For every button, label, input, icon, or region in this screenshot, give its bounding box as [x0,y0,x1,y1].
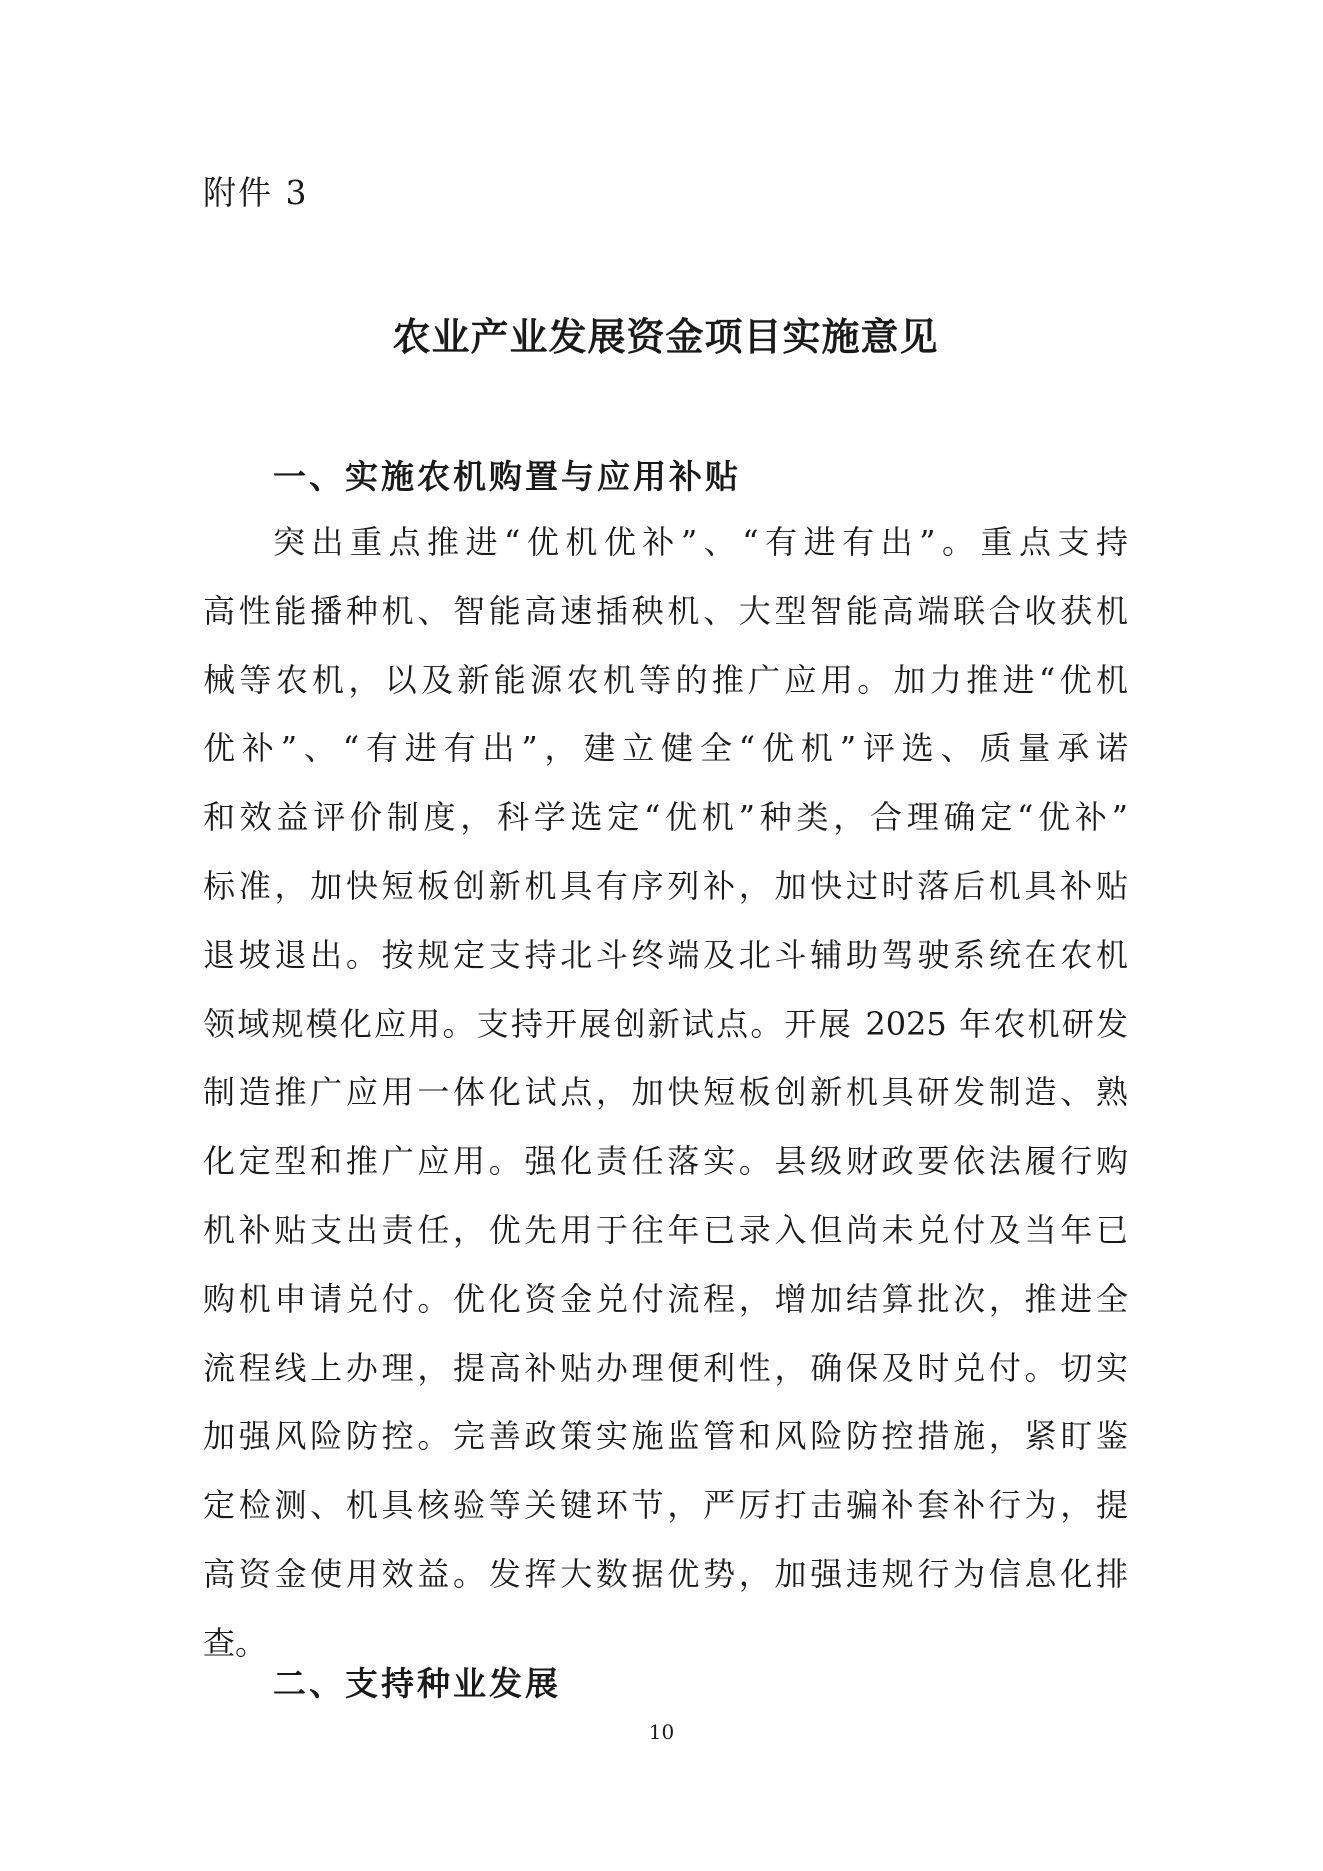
paragraph-line: 加强风险防控。完善政策实施监管和风险防控措施，紧盯鉴 [203,1417,1128,1456]
paragraph-line: 标准，加快短板创新机具有序列补，加快过时落后机具补贴 [203,866,1128,905]
paragraph-line: 领域规模化应用。支持开展创新试点。开展 2025 年农机研发 [203,1004,1128,1043]
section-1-body [203,516,1128,1686]
paragraph-line: 制造推广应用一体化试点，加快短板创新机具研发制造、熟 [203,1073,1128,1112]
section-heading-2: 二、支持种业发展 [273,1664,561,1703]
attachment-label: 附件 3 [203,173,309,212]
paragraph-line: 优补”、“有进有出”，建立健全“优机”评选、质量承诺 [203,729,1128,768]
paragraph-line: 和效益评价制度，科学选定“优机”种类，合理确定“优补” [203,798,1128,837]
paragraph-line: 购机申请兑付。优化资金兑付流程，增加结算批次，推进全 [203,1279,1128,1318]
paragraph-line: 高性能播种机、智能高速插秧机、大型智能高端联合收获机 [203,591,1128,630]
paragraph-line: 定检测、机具核验等关键环节，严厉打击骗补套补行为，提 [203,1486,1128,1525]
paragraph-line: 查。 [203,1623,268,1662]
document-title: 农业产业发展资金项目实施意见 [392,315,939,359]
paragraph-line: 机补贴支出责任，优先用于往年已录入但尚未兑付及当年已 [203,1210,1128,1249]
paragraph-line: 流程线上办理，提高补贴办理便利性，确保及时兑付。切实 [203,1348,1128,1387]
paragraph-line: 退坡退出。按规定支持北斗终端及北斗辅助驾驶系统在农机 [203,935,1128,974]
paragraph-line: 高资金使用效益。发挥大数据优势，加强违规行为信息化排 [203,1554,1128,1593]
section-heading-1: 一、实施农机购置与应用补贴 [273,457,741,496]
page-number: 10 [648,1720,675,1744]
paragraph-line: 化定型和推广应用。强化责任落实。县级财政要依法履行购 [203,1142,1128,1181]
paragraph-line: 械等农机，以及新能源农机等的推广应用。加力推进“优机 [203,660,1128,699]
paragraph-line: 突出重点推进“优机优补”、“有进有出”。重点支持 [273,523,1128,561]
